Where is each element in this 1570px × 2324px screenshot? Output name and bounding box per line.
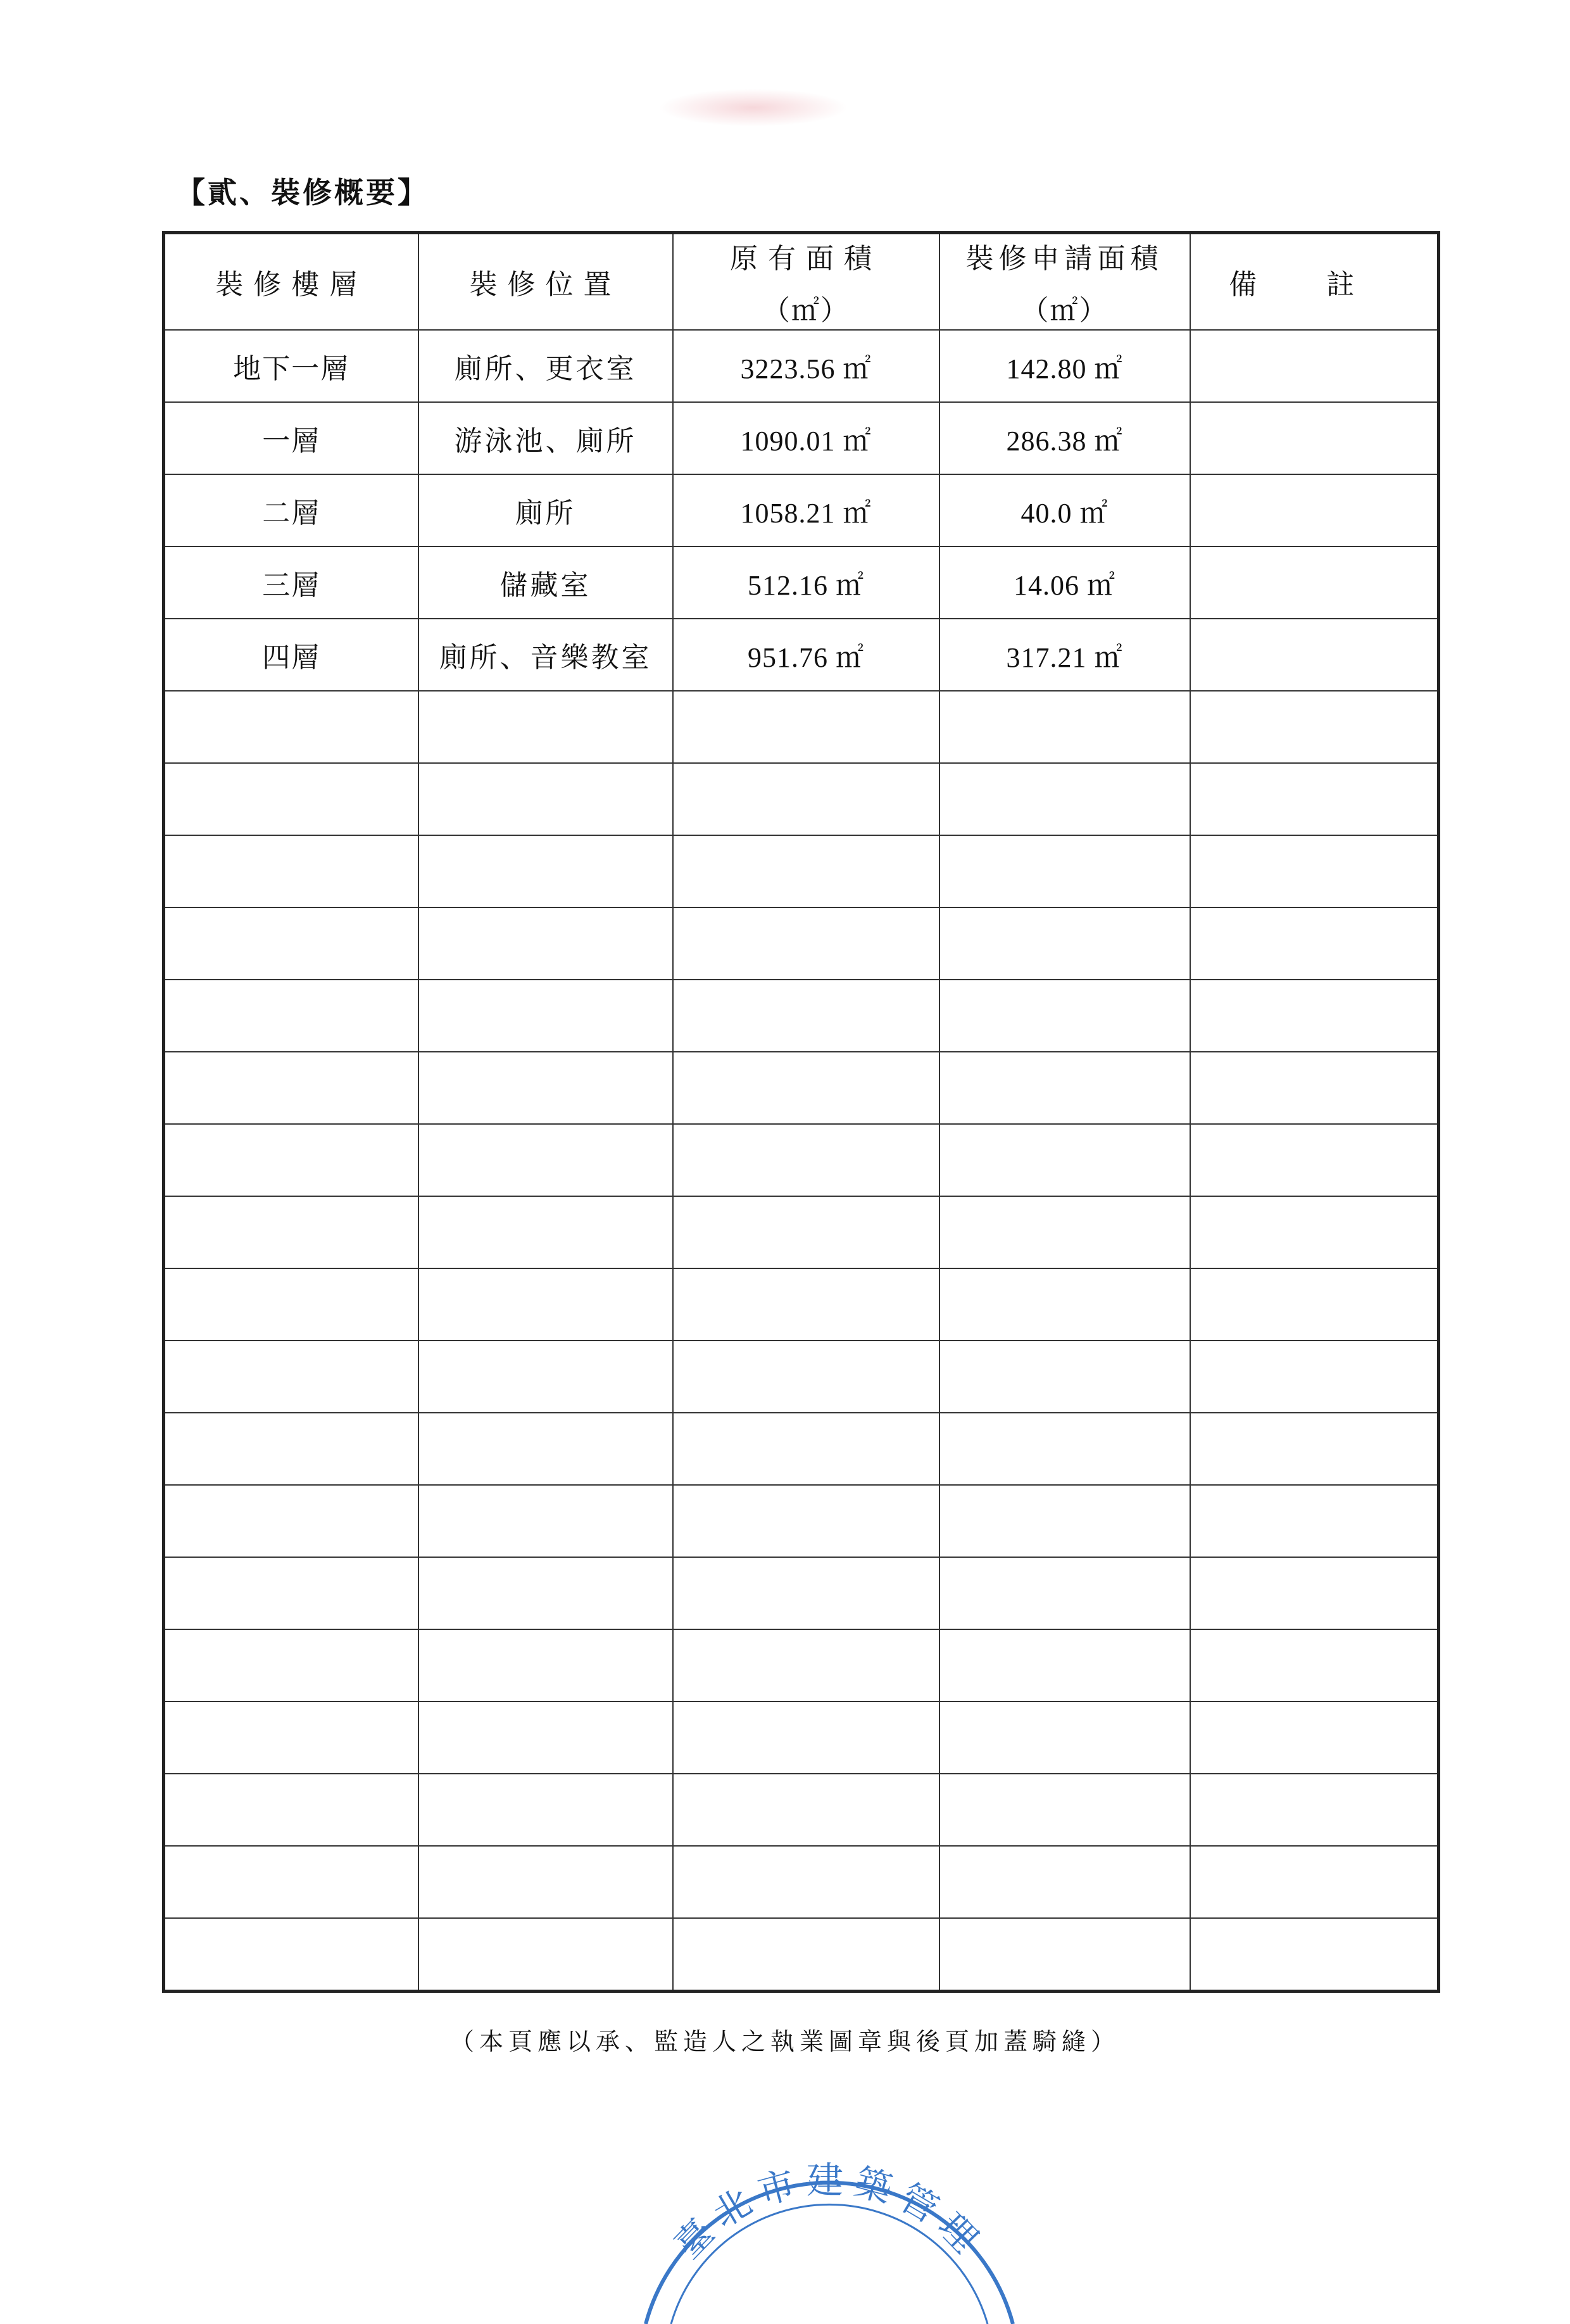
cell-applied-area (939, 907, 1190, 980)
cell-location (418, 763, 673, 835)
header-floor (164, 233, 418, 331)
cell-floor: 一層 (164, 402, 418, 474)
cell-applied-area (939, 1485, 1190, 1557)
header-original-area (673, 233, 939, 331)
cell-original-area: 1058.21 ㎡ (673, 474, 939, 546)
cell-location: 儲藏室 (418, 546, 673, 619)
cell-remarks (1190, 1846, 1439, 1918)
cell-floor (164, 1918, 418, 1992)
cell-floor: 二層 (164, 474, 418, 546)
cell-applied-area (939, 1124, 1190, 1196)
cell-floor: 三層 (164, 546, 418, 619)
cell-floor: 四層 (164, 619, 418, 691)
cell-applied-area (939, 763, 1190, 835)
cell-applied-area: 142.80 ㎡ (939, 330, 1190, 402)
header-remarks-label: 備註 (1229, 268, 1424, 301)
cell-original-area (673, 763, 939, 835)
cell-floor (164, 1702, 418, 1774)
cell-floor (164, 907, 418, 980)
table-row-empty (164, 763, 1439, 835)
cell-remarks (1190, 1702, 1439, 1774)
cell-original-area (673, 1918, 939, 1992)
cell-floor (164, 1557, 418, 1629)
cell-floor (164, 1052, 418, 1124)
table-row-empty (164, 1196, 1439, 1268)
cell-floor (164, 1124, 418, 1196)
table-row-empty (164, 1918, 1439, 1992)
cell-floor (164, 1629, 418, 1702)
cell-remarks (1190, 1774, 1439, 1846)
table-row (164, 546, 1439, 619)
cell-floor: 地下一層 (164, 330, 418, 402)
cell-applied-area (939, 1629, 1190, 1702)
cell-applied-area (939, 1846, 1190, 1918)
table-row-empty (164, 1846, 1439, 1918)
cell-original-area (673, 1196, 939, 1268)
cell-remarks (1190, 1918, 1439, 1992)
cell-original-area (673, 1629, 939, 1702)
cell-location (418, 1413, 673, 1485)
cell-location (418, 1702, 673, 1774)
header-location (418, 233, 673, 331)
table-row-empty (164, 835, 1439, 907)
cell-location: 廁所、更衣室 (418, 330, 673, 402)
cell-location (418, 1846, 673, 1918)
cell-original-area (673, 980, 939, 1052)
table-row (164, 619, 1439, 691)
cell-original-area (673, 1052, 939, 1124)
cell-applied-area (939, 1918, 1190, 1992)
table-row-empty (164, 1629, 1439, 1702)
cell-location (418, 1196, 673, 1268)
cell-location (418, 691, 673, 763)
cell-floor (164, 1774, 418, 1846)
table-row-empty (164, 1268, 1439, 1341)
cell-location (418, 1774, 673, 1846)
table-row-empty (164, 1413, 1439, 1485)
cell-original-area (673, 1341, 939, 1413)
cell-applied-area: 286.38 ㎡ (939, 402, 1190, 474)
cell-original-area: 1090.01 ㎡ (673, 402, 939, 474)
cell-applied-area: 317.21 ㎡ (939, 619, 1190, 691)
cell-original-area (673, 1124, 939, 1196)
cell-location (418, 1341, 673, 1413)
cell-remarks (1190, 330, 1439, 402)
renovation-summary-table (162, 231, 1440, 1993)
table-header-row (164, 233, 1439, 331)
table-row-empty (164, 691, 1439, 763)
cell-applied-area: 40.0 ㎡ (939, 474, 1190, 546)
cell-remarks (1190, 546, 1439, 619)
cell-original-area (673, 907, 939, 980)
cell-floor (164, 1846, 418, 1918)
cell-location: 廁所、音樂教室 (418, 619, 673, 691)
cell-original-area: 951.76 ㎡ (673, 619, 939, 691)
header-original-area-label: 原有面積 (730, 243, 882, 275)
table-body (164, 330, 1439, 1992)
header-original-area-unit: （㎡） (762, 294, 850, 327)
cell-remarks (1190, 1341, 1439, 1413)
header-applied-area-label: 裝修申請面積 (965, 243, 1164, 275)
cell-original-area (673, 1268, 939, 1341)
cell-original-area (673, 1413, 939, 1485)
cell-remarks (1190, 1485, 1439, 1557)
stamp-residue (658, 89, 848, 127)
cell-location: 游泳池、廁所 (418, 402, 673, 474)
official-seal-stamp (620, 2109, 1038, 2324)
cell-location (418, 835, 673, 907)
cell-remarks (1190, 980, 1439, 1052)
cell-floor (164, 1268, 418, 1341)
cell-applied-area (939, 1196, 1190, 1268)
cell-remarks (1190, 1052, 1439, 1124)
cell-location (418, 1629, 673, 1702)
cell-remarks (1190, 1557, 1439, 1629)
header-applied-area (939, 233, 1190, 331)
table-row-empty (164, 1124, 1439, 1196)
cell-location (418, 1918, 673, 1992)
cell-applied-area (939, 1268, 1190, 1341)
cell-original-area (673, 1557, 939, 1629)
header-floor-label: 裝修樓層 (215, 268, 368, 301)
footer-note: （本頁應以承、監造人之執業圖章與後頁加蓋騎縫） (449, 2028, 1120, 2056)
cell-remarks (1190, 763, 1439, 835)
cell-location (418, 1557, 673, 1629)
cell-original-area (673, 691, 939, 763)
cell-original-area (673, 1702, 939, 1774)
table-row-empty (164, 980, 1439, 1052)
table-row-empty (164, 1341, 1439, 1413)
cell-location (418, 907, 673, 980)
section-title: 【貳、裝修概要】 (176, 175, 429, 210)
cell-original-area (673, 1485, 939, 1557)
cell-applied-area (939, 980, 1190, 1052)
cell-floor (164, 1341, 418, 1413)
cell-original-area (673, 1774, 939, 1846)
cell-floor (164, 1196, 418, 1268)
cell-location: 廁所 (418, 474, 673, 546)
header-location-label: 裝修位置 (469, 268, 622, 301)
cell-original-area: 512.16 ㎡ (673, 546, 939, 619)
cell-remarks (1190, 402, 1439, 474)
cell-location (418, 1268, 673, 1341)
seal-text-path: 臺北市建築管理 (666, 2158, 993, 2268)
seal-inner-ring (671, 2204, 988, 2324)
cell-remarks (1190, 474, 1439, 546)
cell-floor (164, 691, 418, 763)
cell-remarks (1190, 691, 1439, 763)
cell-applied-area (939, 1774, 1190, 1846)
cell-floor (164, 1485, 418, 1557)
cell-remarks (1190, 619, 1439, 691)
cell-location (418, 1052, 673, 1124)
table-row (164, 402, 1439, 474)
cell-floor (164, 980, 418, 1052)
cell-remarks (1190, 1629, 1439, 1702)
cell-applied-area (939, 1052, 1190, 1124)
cell-applied-area (939, 1413, 1190, 1485)
cell-applied-area (939, 1341, 1190, 1413)
table-row-empty (164, 1052, 1439, 1124)
cell-remarks (1190, 1196, 1439, 1268)
table-row-empty (164, 1774, 1439, 1846)
cell-location (418, 980, 673, 1052)
header-applied-area-unit: （㎡） (1020, 294, 1108, 327)
cell-applied-area (939, 1702, 1190, 1774)
table-row-empty (164, 1485, 1439, 1557)
cell-floor (164, 835, 418, 907)
table-row (164, 474, 1439, 546)
cell-floor (164, 1413, 418, 1485)
table-row-empty (164, 1557, 1439, 1629)
cell-floor (164, 763, 418, 835)
cell-original-area (673, 835, 939, 907)
cell-location (418, 1485, 673, 1557)
table-row-empty (164, 1702, 1439, 1774)
table-row-empty (164, 907, 1439, 980)
cell-remarks (1190, 1124, 1439, 1196)
cell-applied-area (939, 835, 1190, 907)
cell-applied-area (939, 691, 1190, 763)
cell-applied-area: 14.06 ㎡ (939, 546, 1190, 619)
cell-remarks (1190, 835, 1439, 907)
cell-original-area (673, 1846, 939, 1918)
cell-remarks (1190, 1268, 1439, 1341)
cell-remarks (1190, 1413, 1439, 1485)
table-row (164, 330, 1439, 402)
cell-original-area: 3223.56 ㎡ (673, 330, 939, 402)
cell-applied-area (939, 1557, 1190, 1629)
cell-location (418, 1124, 673, 1196)
header-remarks (1190, 233, 1439, 331)
cell-remarks (1190, 907, 1439, 980)
